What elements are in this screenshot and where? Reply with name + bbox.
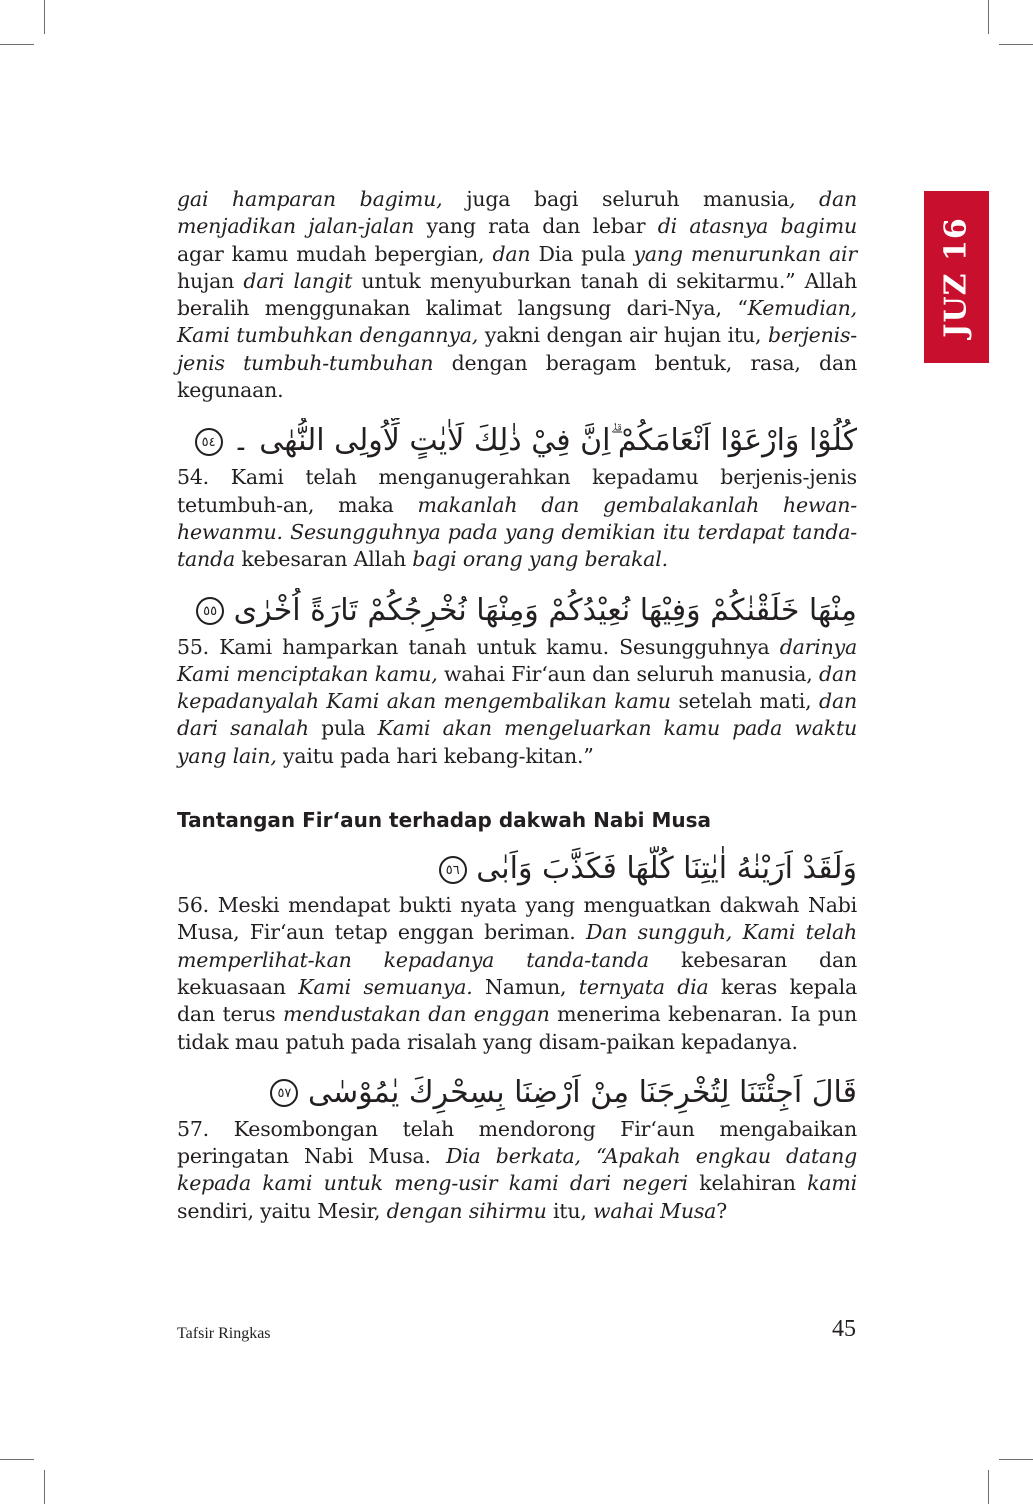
arabic-verse-text: كُلُوْا وَارْعَوْا اَنْعَامَكُمْ ۗاِنَّ فِيْ ذٰلِكَ لَاٰيٰتٍ لِّاُولِى النُّهٰى ۔ <box>232 423 857 459</box>
paragraph <box>177 634 857 770</box>
text-run: yang rata dan lebar <box>414 214 658 239</box>
text-run: menerima kebenaran. Ia pun tidak mau patuh pada risalah yang disam-paikan kepadanya. <box>177 1002 857 1054</box>
text-run: wahai Fir‘aun dan seluruh manusia, <box>437 661 820 686</box>
text-run: juga bagi seluruh manusia <box>442 187 789 211</box>
italic-text: mendustakan dan enggan <box>282 1002 550 1027</box>
italic-text: ternyata dia <box>578 974 709 999</box>
crop-mark <box>988 0 989 34</box>
crop-mark <box>0 44 34 45</box>
text-run: pula <box>308 716 378 741</box>
text-run: ? <box>716 1198 727 1223</box>
ayah-number-marker: ٥٤ <box>195 428 223 456</box>
text-run: agar kamu mudah bepergian, <box>177 241 493 266</box>
text-run: yakni dengan air hujan itu, <box>478 323 769 348</box>
arabic-verse <box>177 846 857 892</box>
text-run: hujan <box>177 268 244 293</box>
italic-text: Kami akan mengeluarkan kamu pada waktu yang lain, <box>177 716 857 768</box>
footer-book-title: Tafsir Ringkas <box>177 1325 271 1342</box>
footer-page-number: 45 <box>832 1316 856 1342</box>
italic-text: dengan sihirmu <box>386 1198 547 1223</box>
italic-text: Kami semuanya. <box>298 974 473 999</box>
text-run: itu, <box>546 1198 593 1223</box>
text-run: kebesaran dan kekuasaan <box>177 947 857 999</box>
italic-text: dan kepadanyalah Kami akan mengembalikan kamu <box>177 661 857 714</box>
crop-mark <box>999 44 1033 45</box>
italic-text: berjenis-jenis tumbuh-tumbuhan <box>177 323 857 375</box>
text-run: yaitu pada hari kebang-kitan.” <box>276 743 594 768</box>
arabic-verse-text: قَالَ اَجِئْتَنَا لِتُخْرِجَنَا مِنْ اَرْضِنَا بِسِحْرِكَ يٰمُوْسٰى <box>307 1074 857 1110</box>
text-run: 55. Kami hamparkan tanah untuk kamu. Sesungguhnya <box>177 634 780 659</box>
arabic-verse <box>177 1070 857 1116</box>
text-run: keras kepala dan terus <box>177 974 857 1027</box>
italic-text: yang menurunkan air <box>633 241 858 266</box>
italic-text: di atasnya bagimu <box>657 214 858 239</box>
text-run: kelahiran <box>687 1171 808 1196</box>
paragraph <box>177 186 857 404</box>
italic-text: gai hamparan bagimu, <box>177 187 443 211</box>
italic-text: dari langit <box>243 268 353 293</box>
juz-tab-label: JUZ 16 <box>939 216 975 338</box>
crop-mark <box>44 0 45 34</box>
section-heading: Tantangan Fir‘aun terhadap dakwah Nabi Musa <box>177 808 712 833</box>
italic-text: dan <box>492 241 531 266</box>
text-run: kebesaran Allah <box>235 547 413 572</box>
ayah-number-marker: ٥٦ <box>439 856 467 884</box>
text-run: sendiri, yaitu Mesir, <box>177 1198 387 1223</box>
italic-text: kami <box>807 1171 858 1196</box>
italic-text: , dan menjadikan jalan-jalan <box>177 187 857 239</box>
italic-text: darinya Kami menciptakan kamu, <box>177 634 857 686</box>
italic-text: Kemudian, Kami tumbuhkan dengannya, <box>177 296 857 348</box>
italic-text: Dia berkata, “Apakah engkau datang kepada kami untuk meng-usir kami dari negeri <box>177 1144 857 1196</box>
crop-mark <box>44 1470 45 1504</box>
arabic-verse-text: مِنْهَا خَلَقْنٰكُمْ وَفِيْهَا نُعِيْدُكُمْ وَمِنْهَا نُخْرِجُكُمْ تَارَةً اُخْرٰى <box>233 592 857 628</box>
crop-mark <box>988 1470 989 1504</box>
text-run: 57. Kesombongan telah mendorong Fir‘aun mengabaikan peringatan Nabi Musa. <box>177 1116 857 1169</box>
italic-text: dan dari sanalah <box>177 689 857 741</box>
arabic-verse-text: وَلَقَدْ اَرَيْنٰهُ اٰيٰتِنَا كُلَّهَا فَكَذَّبَ وَاَبٰى <box>476 851 857 887</box>
crop-mark <box>999 1459 1033 1460</box>
crop-mark <box>0 1459 34 1460</box>
italic-text: makanlah dan gembalakanlah hewan-hewanmu. Sesungguhnya pada yang demikian itu terdapat tanda-tanda <box>177 492 857 572</box>
arabic-verse <box>177 418 857 464</box>
juz-tab <box>924 191 989 363</box>
text-run: 54. Kami telah menganugerahkan kepadamu berjenis-jenis tetumbuh-an, maka <box>177 465 857 517</box>
italic-text: wahai Musa <box>592 1198 717 1223</box>
paragraph <box>177 464 857 573</box>
text-run: setelah mati, <box>670 689 820 714</box>
text-run: Namun, <box>472 974 579 999</box>
ayah-number-marker: ٥٥ <box>196 597 224 625</box>
italic-text: Dan sungguh, Kami telah memperlihat-kan kepadanya tanda-tanda <box>177 920 857 972</box>
arabic-verse <box>177 588 857 634</box>
italic-text: bagi orang yang berakal. <box>412 547 668 572</box>
paragraph <box>177 892 857 1056</box>
page-body <box>177 186 857 1225</box>
text-run: untuk menyuburkan tanah di sekitarmu.” Allah beralih menggunakan kalimat langsung dari-Nya, “ <box>177 268 857 321</box>
text-run: dengan beragam bentuk, rasa, dan kegunaan. <box>177 350 857 403</box>
paragraph <box>177 1116 857 1225</box>
text-run: 56. Meski mendapat bukti nyata yang menguatkan dakwah Nabi Musa, Fir‘aun tetap enggan beriman. <box>177 893 857 945</box>
text-run: Dia pula <box>530 241 634 266</box>
ayah-number-marker: ٥٧ <box>270 1079 298 1107</box>
